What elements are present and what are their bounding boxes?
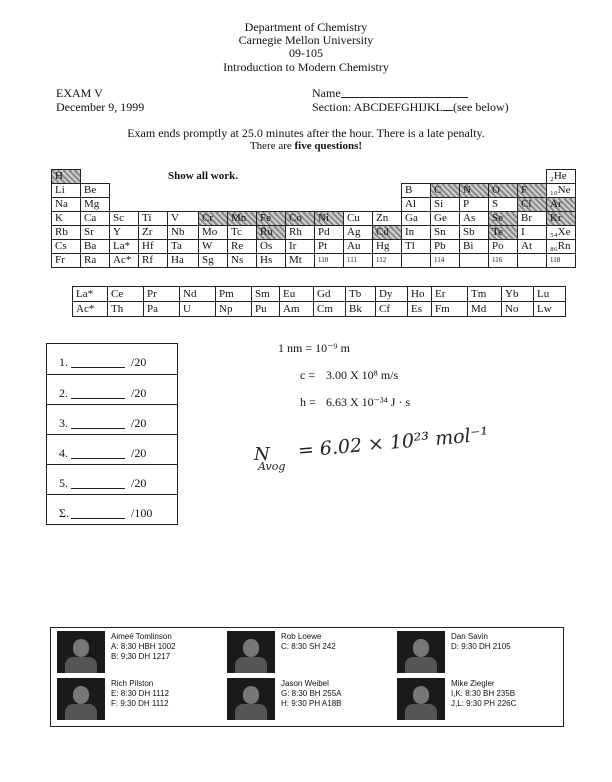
- score-blank[interactable]: [71, 476, 125, 489]
- score-row: [47, 464, 177, 495]
- element-cell: Pr: [144, 287, 180, 302]
- element-cell: Sm: [252, 287, 280, 302]
- ta-name: Mike Ziegler: [451, 679, 495, 688]
- ta-photo: [397, 678, 445, 720]
- section-line: [312, 100, 509, 115]
- ta-section-2: B: 9:30 DH 1217: [111, 652, 171, 661]
- element-cell: Ns: [228, 254, 257, 268]
- ta-section-1: G: 8:30 BH 255A: [281, 689, 342, 698]
- question-points: /20: [131, 416, 147, 430]
- question-number: 5.: [59, 476, 68, 490]
- question-number: 2.: [59, 386, 68, 400]
- name-label-text: Name: [312, 86, 341, 100]
- periodic-table-grid: [51, 169, 576, 268]
- periodic-gap: [344, 184, 373, 198]
- element-cell: Zr: [139, 226, 168, 240]
- element-cell: U: [180, 302, 216, 317]
- score-row: [47, 494, 177, 525]
- periodic-gap: [168, 198, 199, 212]
- periodic-gap: [286, 184, 315, 198]
- ta-section-2: H: 9:30 PH A18B: [281, 699, 342, 708]
- periodic-row: [52, 240, 576, 254]
- element-cell: As: [460, 212, 489, 226]
- periodic-gap: [431, 170, 460, 184]
- element-cell: Bk: [346, 302, 376, 317]
- element-cell: Fe: [257, 212, 286, 226]
- question-count: [0, 140, 612, 152]
- question-number: 4.: [59, 446, 68, 460]
- periodic-gap: [168, 184, 199, 198]
- nm-conversion: 1 nm = 10⁻⁹ m: [278, 341, 350, 355]
- periodic-gap: [139, 198, 168, 212]
- ta-entry: [395, 630, 565, 674]
- element-cell: In: [402, 226, 431, 240]
- element-cell: [518, 254, 547, 268]
- periodic-gap: [139, 170, 168, 184]
- element-cell: O: [489, 184, 518, 198]
- element-cell: W: [199, 240, 228, 254]
- ta-photo: [57, 631, 105, 673]
- ta-info: [281, 632, 336, 652]
- question-count-bold: five questions!: [294, 140, 363, 152]
- element-cell: Nb: [168, 226, 199, 240]
- element-cell: Fm: [432, 302, 468, 317]
- question-number: 1.: [59, 355, 68, 369]
- late-penalty-notice: Exam ends promptly at 25.0 minutes after the hour. There is a late penalty.: [127, 126, 485, 140]
- element-cell: Os: [257, 240, 286, 254]
- element-cell: Sg: [199, 254, 228, 268]
- section-note: (see below): [453, 100, 509, 114]
- element-cell: Ru: [257, 226, 286, 240]
- question-points: /20: [131, 386, 147, 400]
- element-cell: Cu: [344, 212, 373, 226]
- element-cell: Ce: [108, 287, 144, 302]
- score-row: [47, 434, 177, 465]
- speed-of-light-value: 3.00 X 10⁸ m/s: [326, 368, 399, 382]
- ta-section-1: A: 8:30 HBH 1002: [111, 642, 176, 651]
- ta-photo: [397, 631, 445, 673]
- element-cell: ₁₀Ne: [547, 184, 576, 198]
- score-row: [47, 374, 177, 405]
- element-cell: Te: [489, 226, 518, 240]
- element-cell: Gd: [314, 287, 346, 302]
- element-cell: Bi: [460, 240, 489, 254]
- element-cell: Ho: [408, 287, 432, 302]
- question-points: /20: [131, 476, 147, 490]
- element-cell: At: [518, 240, 547, 254]
- element-cell: La*: [73, 287, 108, 302]
- score-blank[interactable]: [71, 446, 125, 459]
- element-cell: [460, 254, 489, 268]
- avogadro-value: = 6.02 × 10²³ mol⁻¹: [297, 423, 490, 462]
- periodic-gap: [344, 170, 373, 184]
- exam-date: December 9, 1999: [56, 100, 145, 114]
- element-cell: Cs: [52, 240, 81, 254]
- periodic-gap: [257, 184, 286, 198]
- periodic-gap: [228, 184, 257, 198]
- periodic-gap: [373, 184, 402, 198]
- periodic-gap: [110, 198, 139, 212]
- element-cell: Es: [408, 302, 432, 317]
- periodic-gap: [344, 198, 373, 212]
- element-cell: Cr: [199, 212, 228, 226]
- periodic-gap: [286, 198, 315, 212]
- element-cell: Tc: [228, 226, 257, 240]
- element-cell: ₈₆Rn: [547, 240, 576, 254]
- course-title: Introduction to Modern Chemistry: [223, 60, 389, 74]
- element-cell: Er: [432, 287, 468, 302]
- periodic-gap: [315, 184, 344, 198]
- question-count-prefix: There are: [249, 140, 295, 152]
- question-number: 3.: [59, 416, 68, 430]
- element-cell: Lu: [534, 287, 566, 302]
- element-cell: Yb: [502, 287, 534, 302]
- element-cell: N: [460, 184, 489, 198]
- element-cell: Pa: [144, 302, 180, 317]
- ta-name: Dan Savin: [451, 632, 488, 641]
- ta-photo: [227, 631, 275, 673]
- element-cell: No: [502, 302, 534, 317]
- element-cell: Ni: [315, 212, 344, 226]
- ta-entry: [225, 630, 395, 674]
- periodic-gap: [257, 198, 286, 212]
- periodic-row: [52, 226, 576, 240]
- ta-entry: [55, 677, 225, 721]
- periodic-gap: [402, 170, 431, 184]
- element-cell: Sc: [110, 212, 139, 226]
- exam-title: EXAM V: [56, 86, 103, 100]
- ta-section-1: E: 8:30 DH 1112: [111, 689, 169, 698]
- section-field[interactable]: [443, 110, 453, 111]
- element-cell: Rf: [139, 254, 168, 268]
- element-cell: Ag: [344, 226, 373, 240]
- element-cell: Po: [489, 240, 518, 254]
- periodic-gap: [518, 170, 547, 184]
- name-label: [312, 86, 341, 101]
- element-cell: Ba: [81, 240, 110, 254]
- element-cell: Sr: [81, 226, 110, 240]
- question-points: /20: [131, 446, 147, 460]
- element-cell: Hf: [139, 240, 168, 254]
- element-cell: Cf: [376, 302, 408, 317]
- element-cell: Ta: [168, 240, 199, 254]
- ta-photo: [227, 678, 275, 720]
- ta-info: [111, 679, 169, 709]
- periodic-gap: [373, 170, 402, 184]
- element-cell: Ra: [81, 254, 110, 268]
- element-cell: Co: [286, 212, 315, 226]
- element-cell: Sb: [460, 226, 489, 240]
- element-cell: Cd: [373, 226, 402, 240]
- periodic-gap: [257, 170, 286, 184]
- element-cell: 114: [431, 254, 460, 268]
- element-cell: Si: [431, 198, 460, 212]
- element-cell: Cl: [518, 198, 547, 212]
- ta-section-2: J,L: 9:30 PH 226C: [451, 699, 517, 708]
- periodic-gap: [489, 170, 518, 184]
- score-blank[interactable]: [71, 355, 125, 368]
- planck-label: h =: [300, 395, 316, 409]
- element-cell: Mo: [199, 226, 228, 240]
- ta-photo: [57, 678, 105, 720]
- score-blank[interactable]: [71, 416, 125, 429]
- element-cell: V: [168, 212, 199, 226]
- periodic-gap: [315, 198, 344, 212]
- ta-name: Jason Weibel: [281, 679, 329, 688]
- ta-section-2: F: 9:30 DH 1112: [111, 699, 169, 708]
- score-box: [46, 343, 178, 525]
- element-cell: Mt: [286, 254, 315, 268]
- element-cell: Fr: [52, 254, 81, 268]
- f-block-table: [72, 286, 566, 317]
- element-cell: Au: [344, 240, 373, 254]
- periodic-row: [52, 184, 576, 198]
- periodic-gap: [139, 184, 168, 198]
- speed-of-light-label: c =: [300, 368, 316, 382]
- periodic-row: [52, 198, 576, 212]
- element-cell: B: [402, 184, 431, 198]
- periodic-gap: [110, 170, 139, 184]
- ta-entry: [55, 630, 225, 674]
- element-cell: Pd: [315, 226, 344, 240]
- element-cell: 111: [344, 254, 373, 268]
- section-label: Section: ABCDEFGHIJKL: [312, 100, 444, 114]
- element-cell: ₅₄Xe: [547, 226, 576, 240]
- periodic-gap: [228, 198, 257, 212]
- ta-info: [451, 679, 516, 709]
- element-cell: Mg: [81, 198, 110, 212]
- element-cell: Pm: [216, 287, 252, 302]
- element-cell: Ha: [168, 254, 199, 268]
- periodic-gap: [373, 198, 402, 212]
- element-cell: Np: [216, 302, 252, 317]
- department-line: Department of Chemistry: [244, 20, 368, 34]
- element-cell: Hs: [257, 254, 286, 268]
- score-row: [47, 344, 177, 374]
- university-line: Carnegie Mellon University: [238, 33, 374, 47]
- element-cell: Mn: [228, 212, 257, 226]
- ta-section-1: C: 8:30 SH 242: [281, 642, 336, 651]
- element-cell: Al: [402, 198, 431, 212]
- element-cell: Ac*: [110, 254, 139, 268]
- element-cell: Tm: [468, 287, 502, 302]
- periodic-gap: [460, 170, 489, 184]
- f-block-grid: [72, 286, 566, 317]
- element-cell: La*: [110, 240, 139, 254]
- actinides-row: [73, 302, 566, 317]
- show-work-note: Show all work.: [168, 170, 238, 182]
- ta-entry: [395, 677, 565, 721]
- element-cell: Zn: [373, 212, 402, 226]
- element-cell: ₂He: [547, 170, 576, 184]
- element-cell: Th: [108, 302, 144, 317]
- avogadro-symbol: N: [254, 444, 270, 465]
- periodic-gap: [81, 170, 110, 184]
- element-cell: Pb: [431, 240, 460, 254]
- periodic-gap: [199, 184, 228, 198]
- element-cell: Ga: [402, 212, 431, 226]
- periodic-row: [52, 254, 576, 268]
- score-blank[interactable]: [71, 506, 125, 519]
- element-cell: F: [518, 184, 547, 198]
- element-cell: Sn: [431, 226, 460, 240]
- periodic-gap: [110, 184, 139, 198]
- periodic-gap: [199, 198, 228, 212]
- element-cell: Tl: [402, 240, 431, 254]
- periodic-row: [52, 212, 576, 226]
- element-cell: Rh: [286, 226, 315, 240]
- ta-name: Aimeé Tomlinson: [111, 632, 172, 641]
- element-cell: I: [518, 226, 547, 240]
- ta-section-box: [50, 627, 564, 727]
- element-cell: Br: [518, 212, 547, 226]
- ta-section-1: I,K: 8:30 BH 235B: [451, 689, 516, 698]
- lanthanides-row: [73, 287, 566, 302]
- element-cell: Lw: [534, 302, 566, 317]
- element-cell: Ti: [139, 212, 168, 226]
- element-cell: Se: [489, 212, 518, 226]
- question-number: Σ.: [59, 506, 69, 520]
- ta-info: [281, 679, 341, 709]
- element-cell: Ar: [547, 198, 576, 212]
- element-cell: [402, 254, 431, 268]
- ta-info: [111, 632, 175, 662]
- element-cell: Tb: [346, 287, 376, 302]
- question-points: /100: [131, 506, 153, 520]
- element-cell: Am: [280, 302, 314, 317]
- element-cell: Nd: [180, 287, 216, 302]
- ta-name: Rich Pilston: [111, 679, 154, 688]
- element-cell: Md: [468, 302, 502, 317]
- element-cell: Re: [228, 240, 257, 254]
- element-cell: P: [460, 198, 489, 212]
- element-cell: Na: [52, 198, 81, 212]
- periodic-gap: [315, 170, 344, 184]
- element-cell: Kr: [547, 212, 576, 226]
- element-cell: H: [52, 170, 81, 184]
- planck-value: 6.63 X 10⁻³⁴ J · s: [326, 395, 411, 409]
- element-cell: 116: [489, 254, 518, 268]
- element-cell: C: [431, 184, 460, 198]
- course-number: 09-105: [289, 46, 323, 60]
- element-cell: K: [52, 212, 81, 226]
- question-points: /20: [131, 355, 147, 369]
- element-cell: Dy: [376, 287, 408, 302]
- element-cell: Be: [81, 184, 110, 198]
- ta-section-1: D: 9:30 DH 2105: [451, 642, 511, 651]
- element-cell: Ir: [286, 240, 315, 254]
- element-cell: Rb: [52, 226, 81, 240]
- avogadro-subscript: Avog: [258, 460, 286, 473]
- element-cell: Ge: [431, 212, 460, 226]
- ta-name: Rob Loewe: [281, 632, 322, 641]
- element-cell: Cm: [314, 302, 346, 317]
- element-cell: S: [489, 198, 518, 212]
- periodic-gap: [286, 170, 315, 184]
- element-cell: Ca: [81, 212, 110, 226]
- periodic-table: [51, 169, 576, 268]
- name-field[interactable]: [341, 97, 468, 98]
- score-row: [47, 404, 177, 435]
- element-cell: 118: [547, 254, 576, 268]
- element-cell: Hg: [373, 240, 402, 254]
- element-cell: Pt: [315, 240, 344, 254]
- element-cell: Y: [110, 226, 139, 240]
- element-cell: 110: [315, 254, 344, 268]
- element-cell: Eu: [280, 287, 314, 302]
- element-cell: Ac*: [73, 302, 108, 317]
- element-cell: Li: [52, 184, 81, 198]
- ta-info: [451, 632, 511, 652]
- ta-entry: [225, 677, 395, 721]
- element-cell: Pu: [252, 302, 280, 317]
- score-blank[interactable]: [71, 386, 125, 399]
- periodic-row: [52, 170, 576, 184]
- element-cell: 112: [373, 254, 402, 268]
